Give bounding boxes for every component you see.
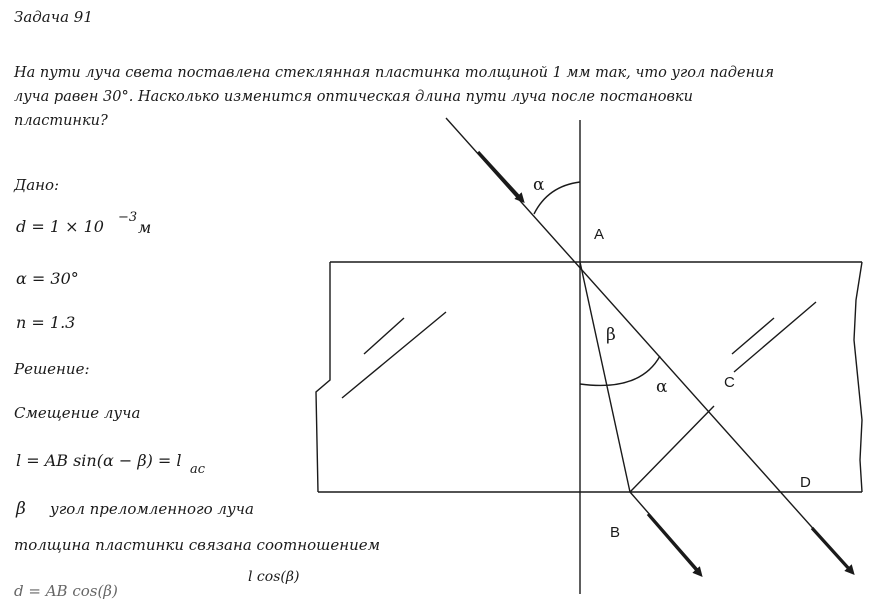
plate-right-break <box>854 262 862 492</box>
perpendicular-bc <box>630 406 714 492</box>
problem-line-2: луча равен 30°. Насколько изменится оптическая длина пути луча после постановки <box>14 89 693 105</box>
hatch-right-2 <box>734 302 816 372</box>
continued-arrow <box>812 528 850 570</box>
given-d-unit: м <box>138 218 152 237</box>
plate-left-break <box>316 262 330 492</box>
exit-arrow <box>648 514 700 574</box>
given-d-exponent: −3 <box>118 210 138 225</box>
given-n: n = 1.3 <box>16 313 76 332</box>
beta-description: угол преломленного луча <box>50 500 254 518</box>
hatch-left-1 <box>364 318 404 354</box>
task-title: Задача 91 <box>14 8 93 26</box>
incident-ray <box>446 118 852 572</box>
label-point-d: D <box>800 474 811 491</box>
formula-main: l = AB sin(α − β) = l <box>16 451 182 470</box>
hatch-right-1 <box>732 318 774 354</box>
problem-line-3: пластинки? <box>14 113 108 129</box>
given-heading: Дано: <box>14 176 60 194</box>
beta-symbol: β <box>16 499 26 519</box>
label-alpha-top: α <box>533 175 545 195</box>
label-point-b: B <box>610 524 621 541</box>
hatch-left-2 <box>342 312 446 398</box>
label-beta: β <box>606 325 616 345</box>
shift-label: Смещение луча <box>14 404 141 422</box>
given-alpha: α = 30° <box>16 269 79 288</box>
cut-bottom-line: d = AB cos(β) <box>14 582 118 600</box>
cut-numerator: l cos(β) <box>248 569 300 585</box>
given-d-lhs: d = 1 × 10 <box>16 217 104 236</box>
label-point-c: C <box>724 374 735 391</box>
alpha-arc-inner <box>580 356 660 385</box>
formula-subscript: ac <box>190 462 206 477</box>
solution-heading: Решение: <box>14 360 90 378</box>
problem-line-1: На пути луча света поставлена стеклянная пластинка толщиной 1 мм так, что угол падения <box>14 65 775 81</box>
label-alpha-inner: α <box>656 377 668 397</box>
incident-arrow <box>478 152 522 200</box>
label-point-a: A <box>594 226 605 243</box>
thickness-relation: толщина пластинки связана соотношением <box>14 536 381 554</box>
